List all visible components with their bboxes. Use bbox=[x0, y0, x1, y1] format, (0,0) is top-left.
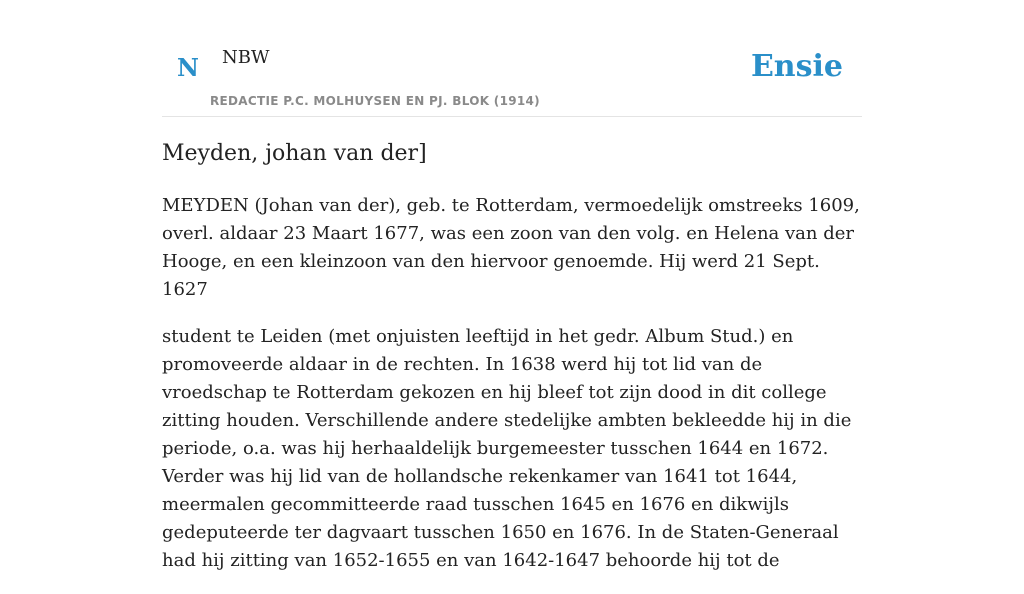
article-body bbox=[162, 192, 862, 594]
brand-logo-link[interactable]: Ensie bbox=[750, 49, 843, 84]
source-header bbox=[162, 0, 862, 117]
article-paragraph: MEYDEN (Johan van der), geb. te Rotterdam, vermoedelijk omstreeks 1609, overl. aldaar 23 Maart 1677, was een zoon van den volg. en Helena van der Hooge, en een kleinzoon van den hiervoor genoemde. Hij werd 21 Sept. 1627 bbox=[162, 195, 860, 300]
article-paragraph: student te Leiden (met onjuisten leeftijd in het gedr. Album Stud.) en promoveerde aldaar in de rechten. In 1638 werd hij tot lid van de vroedschap te Rotterdam gekozen en hij bleef tot zijn dood in dit college zitting houden. Verschillende andere stedelijke ambten bekleedde hij in die periode, o.a. was hij herhaaldelijk burgemeester tusschen 1644 en 1672. Verder was hij lid van de hollandsche rekenkamer van 1641 tot 1644, meermalen gecommitteerde raad tusschen 1645 en 1676 en dikwijls gedeputeerde ter dagvaart tusschen 1650 en 1676. In de Staten-Generaal had hij zitting van 1652-1655 en van 1642-1647 behoorde hij tot de bbox=[162, 326, 852, 571]
source-subtitle: REDACTIE P.C. MOLHUYSEN EN PJ. BLOK (1914) bbox=[210, 94, 540, 108]
source-logo[interactable]: N bbox=[177, 53, 199, 82]
source-name[interactable]: NBW bbox=[222, 47, 270, 68]
article-title: Meyden, johan van der] bbox=[162, 141, 427, 166]
